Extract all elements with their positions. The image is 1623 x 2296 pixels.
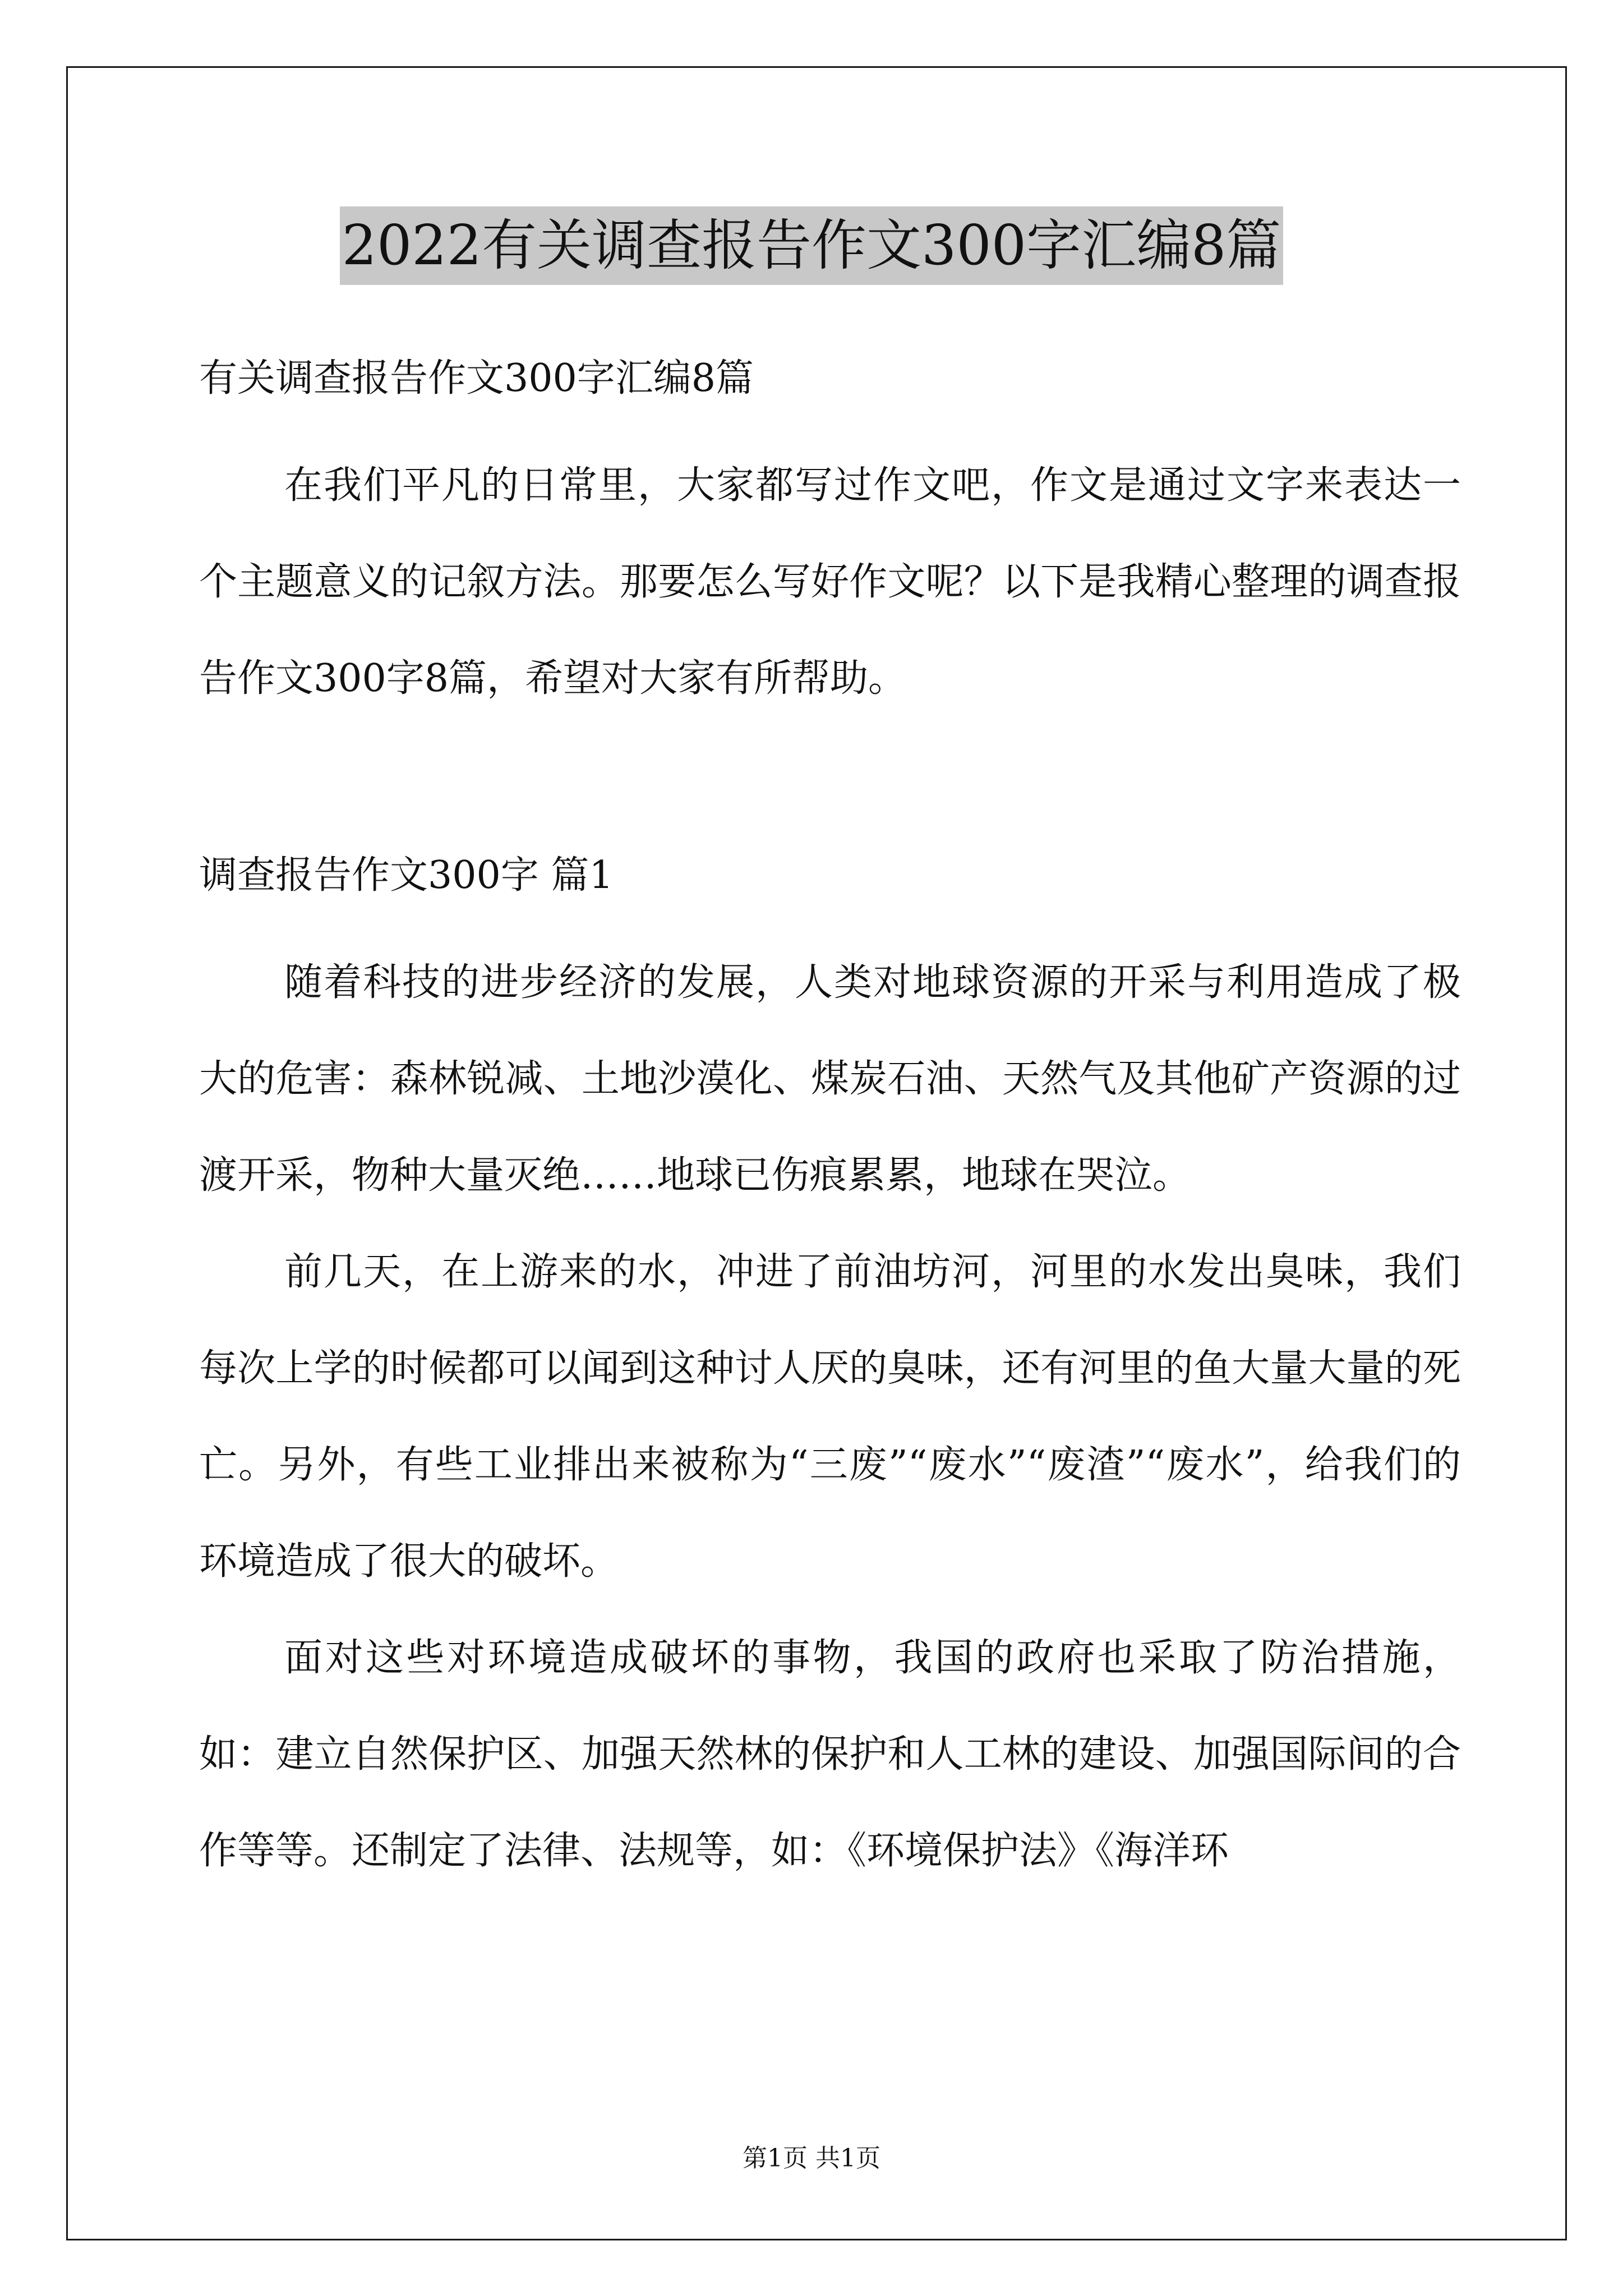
body-paragraph-2: 前几天，在上游来的水，冲进了前油坊河，河里的水发出臭味，我们每次上学的时候都可以闻到这种讨人厌的臭味，还有河里的鱼大量大量的死亡。另外，有些工业排出来被称为“三废”“废水”“废渣”“废水”，给我们的环境造成了很大的破坏。 <box>199 1250 1461 1584</box>
spacer <box>199 421 1461 438</box>
document-subtitle: 有关调查报告作文300字汇编8篇 <box>199 356 754 401</box>
title-wrap <box>0 206 1623 285</box>
document-title: 2022有关调查报告作文300字汇编8篇 <box>340 206 1284 285</box>
page-footer: 第1页 共1页 <box>743 2144 880 2173</box>
body-paragraph-3: 面对这些对环境造成破坏的事物，我国的政府也采取了防治措施，如：建立自然保护区、加强天然林的保护和人工林的建设、加强国际间的合作等等。还制定了法律、法规等，如：《环境保护法》《海洋环 <box>199 1636 1461 1873</box>
intro-paragraph: 在我们平凡的日常里，大家都写过作文吧，作文是通过文字来表达一个主题意义的记叙方法。那要怎么写好作文呢？以下是我精心整理的调查报告作文300字8篇，希望对大家有所帮助。 <box>199 463 1461 701</box>
section-heading: 调查报告作文300字 篇1 <box>199 853 614 898</box>
document-body <box>199 337 1461 1899</box>
spacer <box>199 918 1461 935</box>
body-paragraph-1: 随着科技的进步经济的发展，人类对地球资源的开采与利用造成了极大的危害：森林锐减、土地沙漠化、煤炭石油、天然气及其他矿产资源的过渡开采，物种大量灭绝……地球已伤痕累累，地球在哭泣。 <box>199 960 1461 1198</box>
spacer <box>199 727 1461 834</box>
